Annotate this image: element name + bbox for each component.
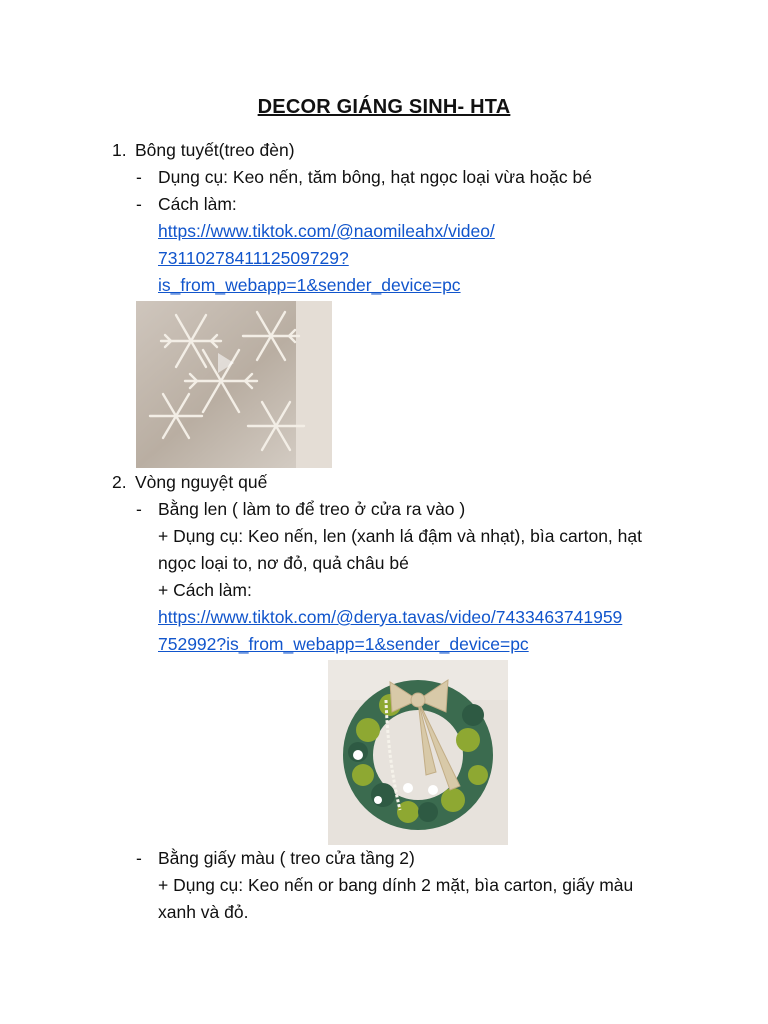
tools-text: xanh và đỏ. — [158, 902, 249, 922]
tools-text: + Dụng cụ: Keo nến or bang dính 2 mặt, bìa carton, giấy màu — [158, 875, 634, 895]
tutorial-link[interactable]: https://www.tiktok.com/@derya.tavas/video/7433463741959 — [158, 607, 623, 627]
snowflake-photo — [136, 301, 332, 468]
tools-text: + Dụng cụ: Keo nến, len (xanh lá đậm và nhạt), bìa carton, hạt — [158, 526, 642, 546]
item-heading: Bông tuyết(treo đèn) — [135, 140, 295, 160]
sub-heading: Bằng giấy màu ( treo cửa tầng 2) — [158, 848, 415, 868]
tutorial-link[interactable]: https://www.tiktok.com/@naomileahx/video/ — [158, 221, 495, 241]
tools-text: ngọc loại to, nơ đỏ, quả châu bé — [158, 553, 409, 573]
tutorial-link[interactable]: 7311027841112509729? — [158, 248, 349, 268]
item-number: 1. — [112, 140, 127, 160]
tutorial-link[interactable]: 752992?is_from_webapp=1&sender_device=pc — [158, 634, 529, 654]
item-heading: Vòng nguyệt quế — [135, 472, 268, 492]
bullet-dash: - — [136, 848, 142, 868]
bullet-dash: - — [136, 499, 142, 519]
tutorial-link[interactable]: is_from_webapp=1&sender_device=pc — [158, 275, 461, 295]
tools-text: Dụng cụ: Keo nến, tăm bông, hạt ngọc loại vừa hoặc bé — [158, 167, 592, 187]
item-number: 2. — [112, 472, 127, 492]
sub-heading: Bằng len ( làm to để treo ở cửa ra vào ) — [158, 499, 466, 519]
bullet-dash: - — [136, 194, 142, 214]
wreath-photo — [328, 660, 508, 845]
method-label: + Cách làm: — [158, 580, 252, 600]
method-label: Cách làm: — [158, 194, 237, 214]
bullet-dash: - — [136, 167, 142, 187]
document-title: DECOR GIÁNG SINH- HTA — [257, 96, 511, 118]
